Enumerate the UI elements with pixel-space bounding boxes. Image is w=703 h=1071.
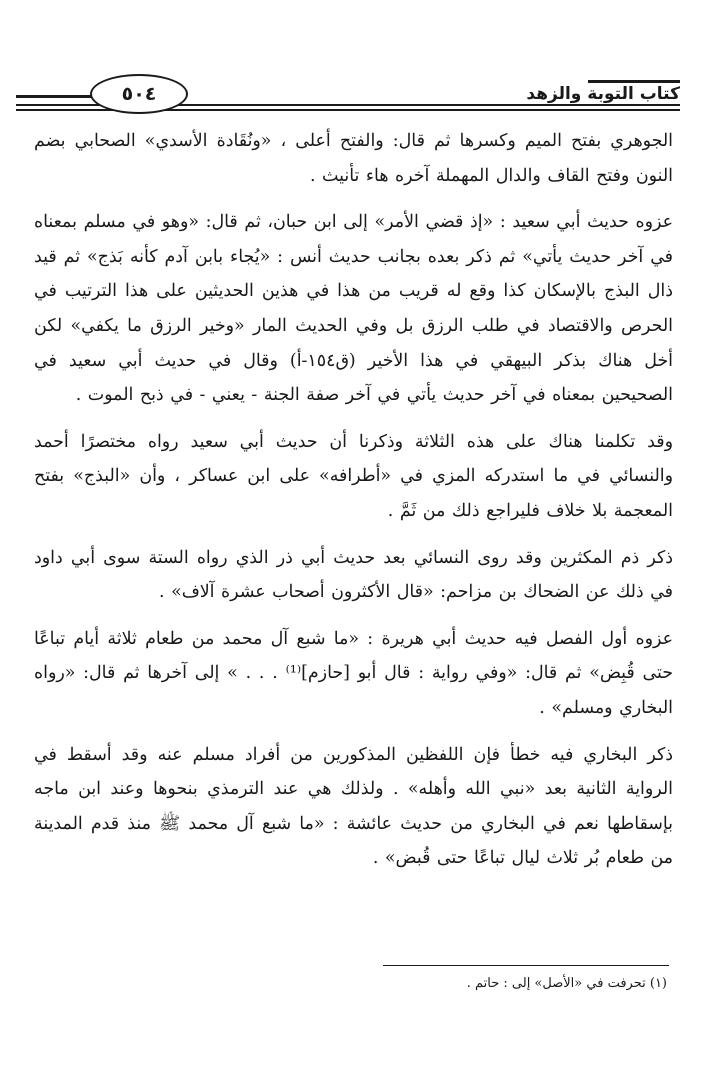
page-number: ٥٠٤ [90,74,188,114]
book-title: كتاب التوبة والزهد [520,84,680,104]
page-header [16,70,680,122]
paragraph-5: عزوه أول الفصل فيه حديث أبي هريرة : «ما شبع آل محمد من طعام ثلاثة أيام تباعًا حتى قُبِض» ثم قال: «وفي رواية : قال أبو [حازم]⁽¹⁾ . . . » إلى آخرها ثم قال: «رواه البخاري ومسلم» . [34,628,674,718]
paragraph-1: الجوهري بفتح الميم وكسرها ثم قال: والفتح أعلى ، «ونُقَادة الأسدي» الصحابي بضم النون وفتح القاف والدال المهملة آخره هاء تأنيث . [34,131,673,186]
header-rule-right-top [588,80,680,83]
header-rule-left-top [16,95,94,98]
page-body [34,124,673,876]
paragraph-4: ذكر ذم المكثرين وقد روى النسائي بعد حديث أبي ذر الذي رواه الستة سوى أبي داود في ذلك عن الضحاك بن مزاحم: «قال الأكثرون أصحاب عشرة آلاف» . [34,547,673,603]
footnote: (١) تحرفت في «الأصل» إلى : حاتم . [466,976,667,991]
paragraph-6: ذكر البخاري فيه خطأ فإن اللفظين المذكورين من أفراد مسلم عنه وقد أسقط في الرواية الثانية بعد «نبي الله وأهله» . ولذلك هي عند الترمذي بنحوها وعند ابن ماجه بإسقاطها نعم في البخاري من حديث عائشة : «ما شبع آل محمد ﷺ منذ قدم المدينة من طعام بُر ثلاث ليال تباعًا حتى قُبض» . [34,744,673,869]
paragraph-2: عزوه حديث أبي سعيد : «إذ قضي الأمر» إلى ابن حبان، ثم قال: «وهو في مسلم بمعناه في آخر حديث يأتي» ثم ذكر بعده بجانب حديث أنس : «يُجاء بابن آدم كأنه بَذج» ثم قيد ذال البذج بالإسكان كذا وقع له قريب من هذا في هذين الحديثين على هذا الترتيب في الحرص والاقتصاد في طلب الرزق بل وفي الحديث المار «وخير الرزق ما يكفي» لكن أخل هناك بذكر البيهقي في هذا الأخير (ق١٥٤-أ) وقال في حديث أبي سعيد في الصحيحين بمعناه في آخر حديث يأتي في آخر صفة الجنة - يعني - في ذبح الموت . [34,212,673,406]
footnote-separator [383,965,669,966]
paragraph-3: وقد تكلمنا هناك على هذه الثلاثة وذكرنا أن حديث أبي سعيد رواه مختصرًا أحمد والنسائي في ما استدركه المزي في «أطرافه» على ابن عساكر ، وأن «البذج» بفتح المعجمة بلا خلاف فليراجع ذلك من ثَمَّ . [34,431,673,521]
